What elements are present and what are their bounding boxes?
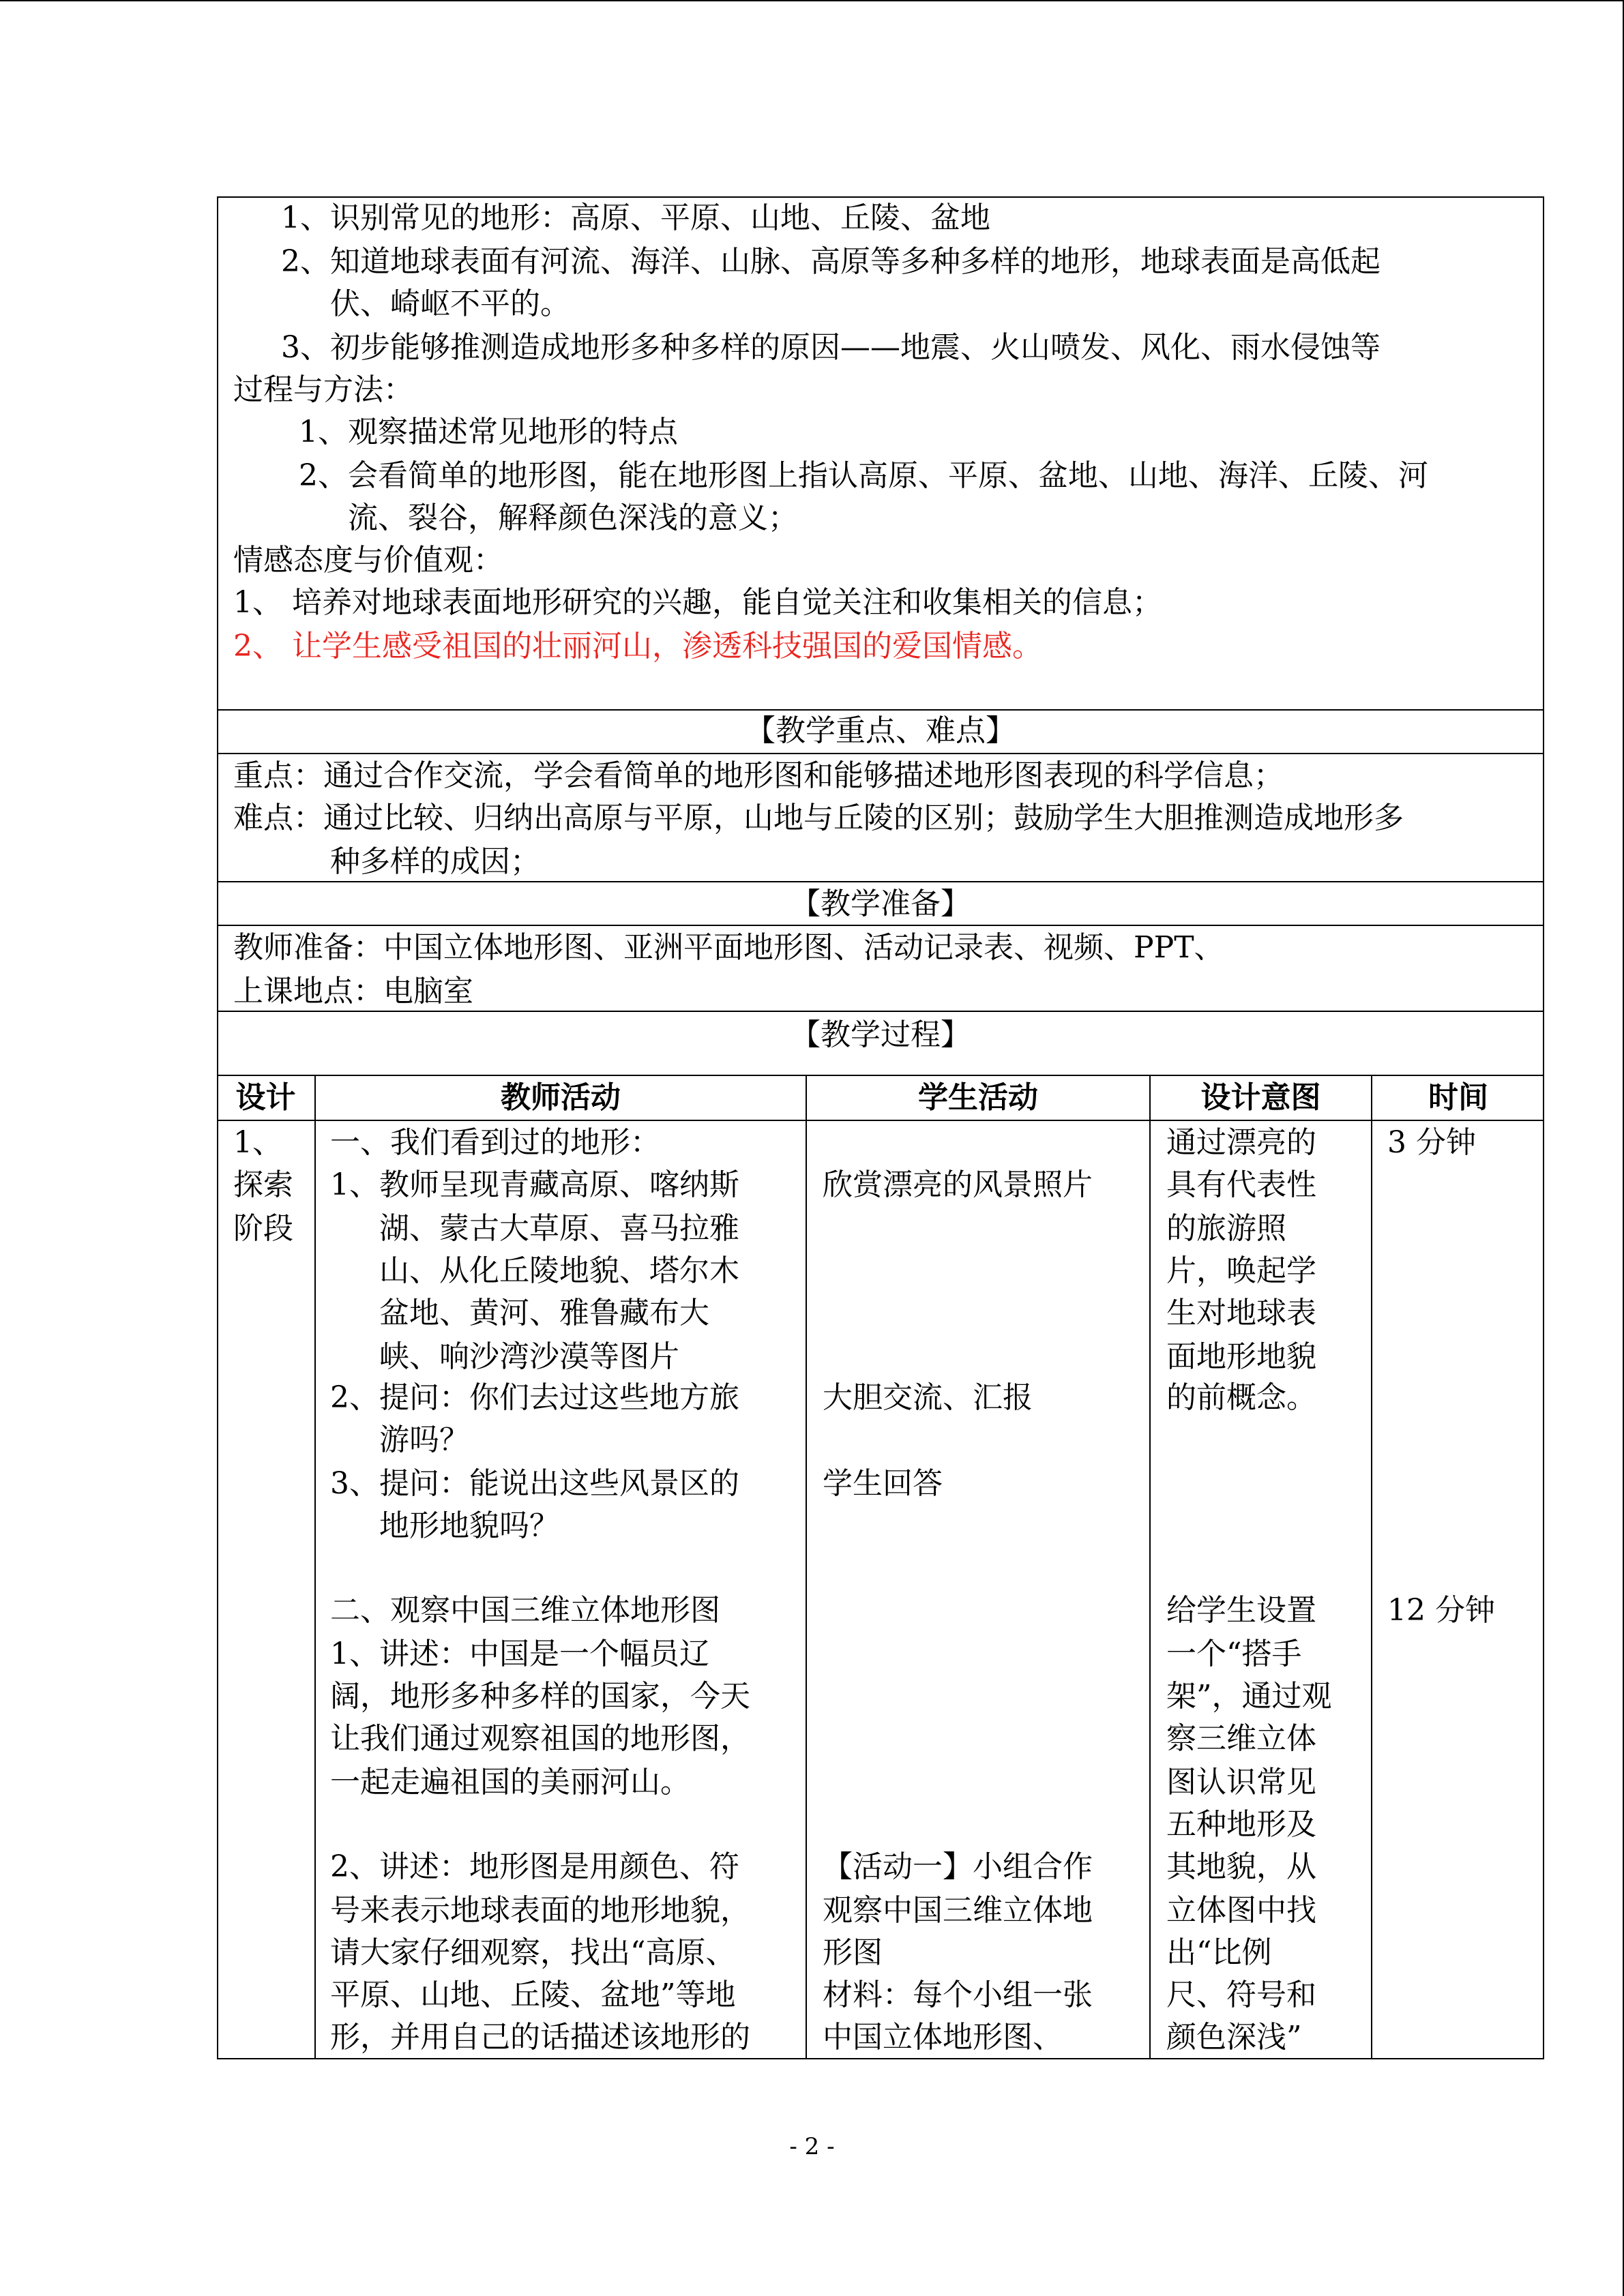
- design-line: 阶段: [233, 1211, 293, 1246]
- column-line-1: [314, 1075, 316, 2059]
- teacher-line: 阔，地形多种多样的国家，今天: [330, 1679, 750, 1714]
- intent-line: 片，唤起学: [1166, 1253, 1316, 1288]
- teacher-line: 请大家仔细观察，找出“高原、: [330, 1935, 736, 1970]
- teacher-line: 2、讲述：地形图是用颜色、符: [330, 1849, 739, 1884]
- key-points-title: 【教学重点、难点】: [745, 713, 1016, 748]
- column-line-4: [1371, 1075, 1372, 2059]
- intent-line: 生对地球表: [1166, 1296, 1316, 1330]
- intent-line: 通过漂亮的: [1166, 1125, 1316, 1160]
- intent-line: 其地貌，从: [1166, 1849, 1316, 1884]
- student-line: 大胆交流、汇报: [823, 1380, 1033, 1415]
- knowledge-item-2-cont: 伏、崎岖不平的。: [330, 286, 570, 321]
- teacher-line: 盆地、黄河、雅鲁藏布大: [379, 1296, 709, 1330]
- intent-line: 一个“搭手: [1166, 1637, 1302, 1671]
- attitude-item-2: 2、 让学生感受祖国的壮丽河山，渗透科技强国的爱国情感。: [233, 629, 1042, 664]
- intent-line: 五种地形及: [1166, 1807, 1316, 1842]
- column-line-3: [1149, 1075, 1151, 2059]
- teacher-line: 号来表示地球表面的地形地貌，: [330, 1893, 750, 1928]
- teacher-line: 一起走遍祖国的美丽河山。: [330, 1765, 690, 1800]
- teacher-line: 一、我们看到过的地形：: [330, 1125, 660, 1160]
- student-line: 欣赏漂亮的风景照片: [823, 1167, 1093, 1202]
- teacher-line: 二、观察中国三维立体地形图: [330, 1593, 720, 1628]
- teacher-line: 1、教师呈现青藏高原、喀纳斯: [330, 1167, 739, 1202]
- header-design: 设计: [235, 1080, 296, 1115]
- knowledge-item-3: 3、初步能够推测造成地形多种多样的原因——地震、火山喷发、风化、雨水侵蚀等: [281, 330, 1381, 365]
- student-line: 观察中国三维立体地: [823, 1893, 1093, 1928]
- column-line-2: [806, 1075, 807, 2059]
- teacher-line: 2、提问：你们去过这些地方旅: [330, 1380, 739, 1415]
- intent-line: 给学生设置: [1166, 1593, 1316, 1628]
- teacher-line: 3、提问：能说出这些风景区的: [330, 1466, 739, 1501]
- intent-line: 的前概念。: [1166, 1380, 1316, 1415]
- knowledge-item-1: 1、识别常见的地形：高原、平原、山地、丘陵、盆地: [281, 200, 990, 235]
- teacher-line: 峡、响沙湾沙漠等图片: [379, 1339, 679, 1374]
- time-value: 12 分钟: [1387, 1593, 1495, 1628]
- header-teacher: 教师活动: [501, 1080, 621, 1115]
- process-item-2-cont: 流、裂谷，解释颜色深浅的意义；: [348, 501, 798, 535]
- teacher-line: 平原、山地、丘陵、盆地”等地: [330, 1978, 736, 2012]
- difficulty-line-1: 难点：通过比较、归纳出高原与平原，山地与丘陵的区别；鼓励学生大胆推测造成地形多: [233, 801, 1404, 835]
- attitude-heading: 情感态度与价值观：: [233, 543, 503, 578]
- intent-line: 尺、符号和: [1166, 1978, 1316, 2012]
- process-heading: 过程与方法：: [233, 372, 413, 407]
- student-line: 形图: [823, 1935, 883, 1970]
- design-line: 探索: [233, 1167, 293, 1202]
- student-line: 【活动一】小组合作: [823, 1849, 1093, 1884]
- header-time: 时间: [1428, 1080, 1488, 1115]
- difficulty-line-2: 种多样的成因；: [330, 844, 540, 879]
- process-title: 【教学过程】: [791, 1017, 971, 1052]
- preparation-title: 【教学准备】: [791, 886, 971, 921]
- key-point-line-1: 重点：通过合作交流，学会看简单的地形图和能够描述地形图表现的科学信息；: [233, 758, 1284, 793]
- teacher-line: 游吗？: [379, 1422, 469, 1457]
- header-student: 学生活动: [918, 1080, 1038, 1115]
- process-item-1: 1、观察描述常见地形的特点: [299, 415, 678, 449]
- teacher-line: 地形地貌吗？: [379, 1508, 559, 1543]
- student-line: 中国立体地形图、: [823, 2020, 1063, 2055]
- intent-line: 的旅游照: [1166, 1211, 1286, 1246]
- time-value: 3 分钟: [1387, 1125, 1476, 1160]
- teacher-line: 1、讲述：中国是一个幅员辽: [330, 1637, 709, 1671]
- intent-line: 出“比例: [1166, 1935, 1272, 1970]
- student-line: 材料：每个小组一张: [823, 1978, 1093, 2012]
- page-number: - 2 -: [789, 2133, 835, 2160]
- header-intent: 设计意图: [1200, 1080, 1321, 1115]
- design-line: 1、: [233, 1125, 282, 1160]
- preparation-line-2: 上课地点：电脑室: [233, 974, 473, 1009]
- page-top-border: [0, 0, 1624, 1]
- knowledge-item-2: 2、知道地球表面有河流、海洋、山脉、高原等多种多样的地形，地球表面是高低起: [281, 244, 1381, 279]
- intent-line: 架”，通过观: [1166, 1679, 1332, 1714]
- teacher-line: 湖、蒙古大草原、喜马拉雅: [379, 1211, 739, 1246]
- intent-line: 面地形地貌: [1166, 1339, 1316, 1374]
- teacher-line: 山、从化丘陵地貌、塔尔木: [379, 1253, 739, 1288]
- teacher-line: 形，并用自己的话描述该地形的: [330, 2020, 750, 2055]
- student-line: 学生回答: [823, 1466, 943, 1501]
- process-item-2: 2、会看简单的地形图，能在地形图上指认高原、平原、盆地、山地、海洋、丘陵、河: [299, 458, 1428, 493]
- intent-line: 察三维立体: [1166, 1721, 1316, 1756]
- intent-line: 图认识常见: [1166, 1765, 1316, 1800]
- preparation-line-1: 教师准备：中国立体地形图、亚洲平面地形图、活动记录表、视频、PPT、: [233, 930, 1224, 965]
- intent-line: 具有代表性: [1166, 1167, 1316, 1202]
- teacher-line: 让我们通过观察祖国的地形图，: [330, 1721, 750, 1756]
- intent-line: 立体图中找: [1166, 1893, 1316, 1928]
- attitude-item-1: 1、 培养对地球表面地形研究的兴趣，能自觉关注和收集相关的信息；: [233, 585, 1162, 620]
- divider-process: [217, 1011, 1544, 1012]
- intent-line: 颜色深浅”: [1166, 2020, 1302, 2055]
